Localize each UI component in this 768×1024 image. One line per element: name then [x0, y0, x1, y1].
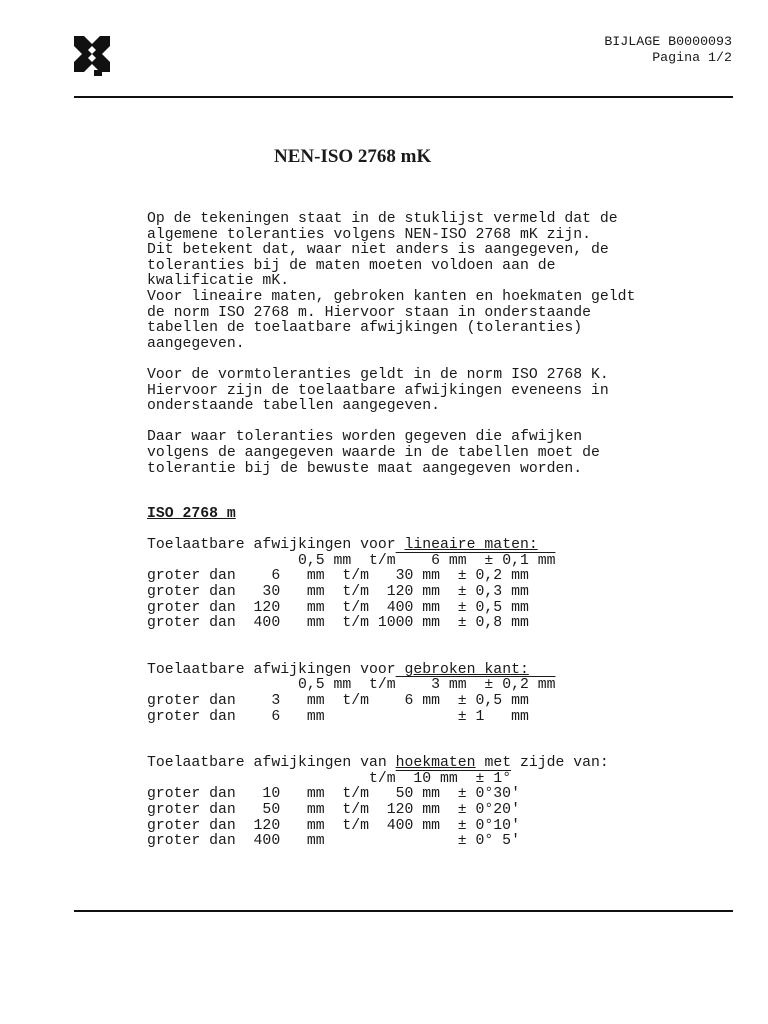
table-row: 0,5 mm t/m 3 mm ± 0,2 mm — [147, 677, 556, 694]
intro-paragraph: Op de tekeningen staat in de stuklijst vermeld dat de algemene toleranties volgens NEN-ISO 2768 mK zijn. Dit betekent dat, waar niet anders is aangegeven, de toleranties bij de maten moeten voldoen aan de kwalificatie mK. Voor lineaire maten, gebroken kanten en hoekmaten geldt de norm ISO 2768 m. Hiervoor staan in onderstaande tabellen de toelaatbare afwijkingen (toleranties) aangegeven. — [147, 211, 636, 352]
table-angular-dimensions — [147, 756, 635, 850]
attachment-number: BIJLAGE B0000093 — [604, 34, 732, 49]
table-broken-edges — [147, 663, 635, 725]
table-row: groter dan 400 mm ± 0° 5' — [147, 833, 520, 850]
table-row: groter dan 6 mm t/m 30 mm ± 0,2 mm — [147, 568, 529, 585]
document-reference — [604, 34, 732, 65]
footer-divider — [74, 910, 733, 912]
table-row: groter dan 6 mm ± 1 mm — [147, 708, 529, 725]
table-linear-dimensions — [147, 538, 635, 632]
table-row: groter dan 400 mm t/m 1000 mm ± 0,8 mm — [147, 615, 529, 632]
page-number: Pagina 1/2 — [652, 49, 732, 65]
table-row: groter dan 3 mm t/m 6 mm ± 0,5 mm — [147, 693, 529, 710]
table-row: groter dan 50 mm t/m 120 mm ± 0°20' — [147, 802, 520, 818]
header-divider — [74, 96, 733, 98]
document-title: NEN-ISO 2768 mK — [274, 146, 432, 167]
form-tolerance-paragraph: Voor de vormtoleranties geldt in de norm ISO 2768 K. Hiervoor zijn de toelaatbare afwijkingen eveneens in onderstaande tabellen aangegeven. — [147, 366, 609, 415]
deviation-paragraph: Daar waar toleranties worden gegeven die afwijken volgens de aangegeven waarde in de tabellen moet de tolerantie bij de bewuste maat aangegeven worden. — [147, 429, 600, 477]
table-row: groter dan 120 mm t/m 400 mm ± 0°10' — [147, 817, 520, 834]
table-row: groter dan 120 mm t/m 400 mm ± 0,5 mm — [147, 599, 529, 616]
table-heading: Toelaatbare afwijkingen voor lineaire maten: — [147, 537, 538, 554]
section-title: ISO 2768 m — [147, 506, 236, 523]
company-logo — [72, 34, 112, 78]
table-row: groter dan 10 mm t/m 50 mm ± 0°30' — [147, 786, 520, 803]
table-row: 0,5 mm t/m 6 mm ± 0,1 mm — [147, 552, 556, 569]
table-heading: Toelaatbare afwijkingen van hoekmaten met zijde van: — [147, 755, 609, 772]
table-heading: Toelaatbare afwijkingen voor gebroken kant: — [147, 661, 529, 678]
document-body — [147, 212, 635, 881]
table-row: groter dan 30 mm t/m 120 mm ± 0,3 mm — [147, 584, 529, 601]
table-row: t/m 10 mm ± 1° — [147, 770, 512, 787]
